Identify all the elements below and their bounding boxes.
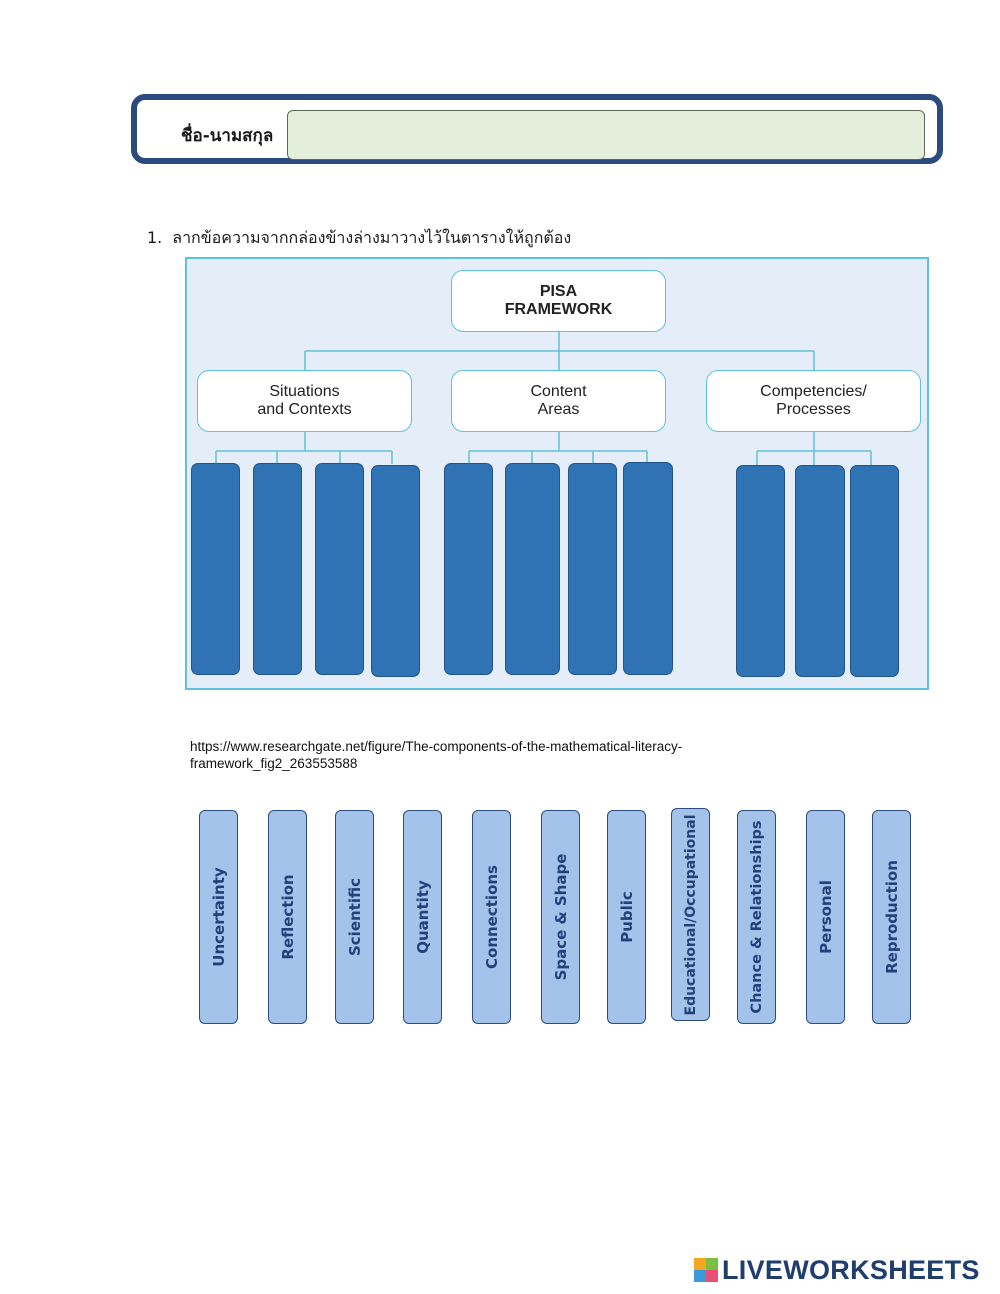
drop-slot-competencies-1[interactable]	[736, 465, 785, 677]
question-text: ลากข้อความจากกล่องข้างล่างมาวางไว้ในตารางให้ถูกต้อง	[172, 228, 572, 247]
card-label: Public	[617, 891, 636, 943]
drop-slot-competencies-3[interactable]	[850, 465, 899, 677]
card-label: Reproduction	[882, 860, 901, 974]
branch-node-competencies: Competencies/ Processes	[706, 370, 921, 432]
card-educational-occupational[interactable]	[671, 808, 710, 1021]
card-space-shape[interactable]	[541, 810, 580, 1024]
question-number: 1.	[147, 228, 163, 247]
name-input[interactable]	[287, 110, 925, 160]
card-label: Quantity	[413, 880, 432, 954]
liveworksheets-logo	[694, 1255, 980, 1285]
card-uncertainty[interactable]	[199, 810, 238, 1024]
name-label: ชื่อ-นามสกุล	[181, 126, 274, 146]
card-personal[interactable]	[806, 810, 845, 1024]
drop-slot-content-2[interactable]	[505, 463, 560, 675]
card-label: Reflection	[278, 874, 297, 960]
branch-node-situations: Situations and Contexts	[197, 370, 412, 432]
card-chance-relationships[interactable]	[737, 810, 776, 1024]
card-label: Chance & Relationships	[748, 820, 765, 1014]
card-connections[interactable]	[472, 810, 511, 1024]
drop-slot-situations-4[interactable]	[371, 465, 420, 677]
question	[147, 226, 571, 251]
card-label: Uncertainty	[209, 867, 228, 967]
card-reflection[interactable]	[268, 810, 307, 1024]
root-node: PISA FRAMEWORK	[451, 270, 666, 332]
card-reproduction[interactable]	[872, 810, 911, 1024]
branch-node-content: Content Areas	[451, 370, 666, 432]
source-url: https://www.researchgate.net/figure/The-components-of-the-mathematical-literacy-framework_fig2_263553588	[190, 739, 683, 771]
drop-slot-content-4[interactable]	[623, 462, 673, 675]
card-scientific[interactable]	[335, 810, 374, 1024]
drop-slot-situations-3[interactable]	[315, 463, 364, 675]
drop-slot-situations-1[interactable]	[191, 463, 240, 675]
pisa-framework-diagram	[185, 257, 929, 690]
name-box	[131, 94, 943, 164]
card-quantity[interactable]	[403, 810, 442, 1024]
logo-text: LIVEWORKSHEETS	[722, 1254, 980, 1285]
drop-slot-content-1[interactable]	[444, 463, 493, 675]
card-label: Personal	[816, 880, 835, 954]
card-label: Connections	[482, 865, 501, 969]
card-label: Scientific	[345, 877, 364, 957]
logo-mark-icon	[694, 1258, 718, 1282]
drop-slot-situations-2[interactable]	[253, 463, 302, 675]
drop-slot-content-3[interactable]	[568, 463, 617, 675]
card-label: Educational/Occupational	[682, 814, 699, 1015]
drop-slot-competencies-2[interactable]	[795, 465, 845, 677]
card-public[interactable]	[607, 810, 646, 1024]
card-label: Space & Shape	[551, 853, 570, 981]
